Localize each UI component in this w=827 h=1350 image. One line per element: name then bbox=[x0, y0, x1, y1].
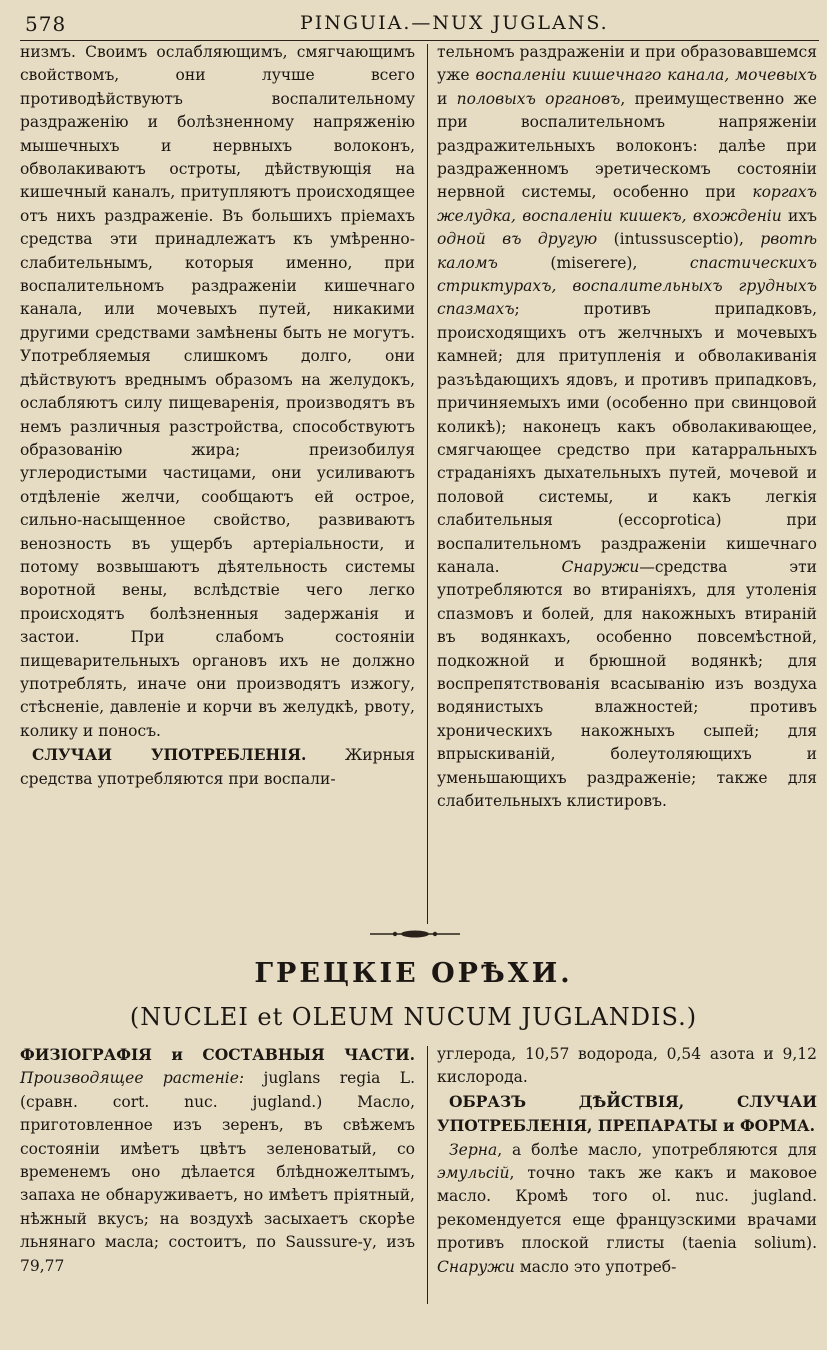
uses-text: Жирныя средства употребляются при воспали- bbox=[20, 746, 415, 788]
right-column-top bbox=[437, 41, 817, 813]
section-title: ГРЕЦКІЕ ОРѢХИ. bbox=[254, 958, 573, 989]
paragraph-composition: углерода, 10,57 водорода, 0,54 азота и 9,12 кислорода. bbox=[437, 1045, 817, 1087]
italic-run: Зерна bbox=[449, 1140, 498, 1159]
action-heading: ОБРАЗЪ ДѢЙСТВІЯ, СЛУЧАИ УПОТРЕБЛЕНІЯ, ПРЕПАРАТЫ и ФОРМА. bbox=[437, 1091, 817, 1136]
left-column-top bbox=[20, 41, 415, 791]
plant-label: Производящее растеніе: bbox=[20, 1069, 245, 1088]
text-run: масло это употреб- bbox=[514, 1257, 677, 1276]
text-run: , а болѣе масло, употребляются для bbox=[497, 1140, 817, 1159]
left-column-bottom bbox=[20, 1043, 415, 1278]
section-ornament bbox=[370, 928, 460, 940]
text-run: ихъ bbox=[781, 206, 817, 225]
uses-heading: СЛУЧАИ УПОТРЕБЛЕНІЯ. bbox=[32, 745, 307, 765]
italic-run: эмульсій bbox=[437, 1164, 510, 1183]
running-head: PINGUIA.—NUX JUGLANS. bbox=[300, 12, 609, 34]
italic-run: спастическихъ стриктурахъ, воспалительныхъ грудныхъ спазмахъ bbox=[437, 253, 817, 319]
italic-run: рвотѣ каломъ bbox=[437, 230, 818, 272]
text-run: —средства эти употребляются во втираніяхъ, для утоленія спазмовъ и болей, для накожныхъ втираній въ водянкахъ, особенно повсемѣстной, подкожной и брюшной водянкѣ; для воспрепятствованія всасыванію изъ воздуха водянистыхъ влажностей; противъ хроническихъ накожныхъ сыпей; для впрыскиваній, болеутоляющихъ и уменьшающихъ раздраженіе; также для слабительныхъ клистировъ. bbox=[437, 557, 817, 810]
text-run: (intussusceptio), bbox=[597, 230, 761, 249]
paragraph-uses-continued bbox=[437, 41, 817, 813]
text-run: , преимущественно же при воспалительномъ напряженіи раздражительныхъ волоконъ: далѣе при раздраженномъ эретическомъ состояніи нервной системы, особенно при bbox=[437, 89, 817, 202]
italic-run: воспаленіи кишечнаго канала, мочевыхъ bbox=[475, 66, 817, 85]
section-subtitle: (NUCLEI et OLEUM NUCUM JUGLANDIS.) bbox=[129, 1003, 698, 1031]
column-divider bbox=[427, 44, 428, 924]
column-divider-bottom bbox=[427, 1046, 428, 1304]
physiography-heading: ФИЗІОГРАФІЯ и СОСТАВНЫЯ ЧАСТИ. bbox=[20, 1045, 415, 1064]
paragraph-physiography bbox=[20, 1043, 415, 1278]
text-run: тельномъ раздраженіи и при образовавшемся уже bbox=[437, 43, 818, 85]
paragraph-kernels bbox=[437, 1139, 817, 1279]
page-number: 578 bbox=[25, 12, 67, 36]
text-run: и bbox=[437, 89, 457, 108]
paragraph-action bbox=[437, 1090, 817, 1139]
italic-run: коргахъ желудка, воспаленіи кишекъ, вхожденіи bbox=[437, 183, 817, 225]
paragraph-effects: низмъ. Своимъ ослабляющимъ, смягчающимъ свойствомъ, они лучше всего противодѣйствуютъ воспалительному раздраженію и болѣзненному напряженію мышечныхъ и нервныхъ волоконъ, обволакиваютъ остроты, дѣйствующія на кишечный каналъ, притупляютъ происходящее отъ нихъ раздраженіе. Въ большихъ пріемахъ средства эти принадлежатъ къ умѣренно-слабительнымъ, которыя именно, при воспалительномъ раздраженіи кишечнаго канала, или мочевыхъ путей, никакими другими средствами замѣнены быть не могутъ. Употребляемыя слишкомъ долго, они дѣйствуютъ вреднымъ образомъ на желудокъ, ослабляютъ силу пищеваренія, производятъ въ немъ различныя разстройства, способствуютъ образованію жира; преизобилуя углеродистыми частицами, они усиливаютъ отдѣленіе желчи, сообщаютъ ей острое, сильно-насыщенное свойство, развиваютъ венозность въ ущербъ артеріальности, и потому возвышаютъ дѣятельность системы воротной вены, вслѣдствіе чего легко происходятъ болѣзненныя задержанія и застои. При слабомъ состояніи пищеварительныхъ органовъ ихъ не должно употреблять, иначе они производятъ изжогу, стѣсненіе, давленіе и корчи въ желудкѣ, рвоту, колику и поносъ. bbox=[20, 43, 415, 740]
text-run: , точно такъ же какъ и маковое масло. Кромѣ того ol. nuc. jugland. рекомендуется еще французскими врачами противъ плоской глисты (taenia solium). bbox=[437, 1164, 817, 1253]
italic-run: половыхъ органовъ bbox=[456, 89, 621, 108]
page-header bbox=[0, 0, 827, 40]
text-run: ; противъ припадковъ, происходящихъ отъ желчныхъ и мочевыхъ камней; для притупленія и обволакиванія разъѣдающихъ ядовъ, и противъ припадковъ, причиняемыхъ ими (особенно при свинцовой коликѣ); наконецъ какъ обволакивающее, смягчающее средство при катарральныхъ страданіяхъ дыхательныхъ путей, мочевой и половой системы, и какъ легкія слабительныя (eccoprotica) при воспалительномъ раздраженіи кишечнаго канала. bbox=[437, 300, 817, 576]
paragraph-uses bbox=[20, 743, 415, 791]
italic-run: Снаружи bbox=[437, 1257, 515, 1276]
physiography-text: juglans regia L. (сравн. cort. nuc. jugland.) Масло, приготовленное изъ зеренъ, въ свѣжемъ состояніи имѣетъ цвѣтъ зеленоватый, со временемъ оно дѣлается блѣдножелтымъ, запаха не обнаруживаетъ, но имѣетъ пріятный, нѣжный вкусъ; на воздухѣ засыхаетъ скорѣе льнянаго масла; состоитъ, по Saussure-у, изъ 79,77 bbox=[20, 1069, 415, 1275]
italic-run: Снаружи bbox=[561, 557, 640, 576]
text-run: (miserere), bbox=[497, 253, 690, 272]
italic-run: одной въ другую bbox=[437, 230, 598, 249]
right-column-bottom bbox=[437, 1043, 817, 1279]
